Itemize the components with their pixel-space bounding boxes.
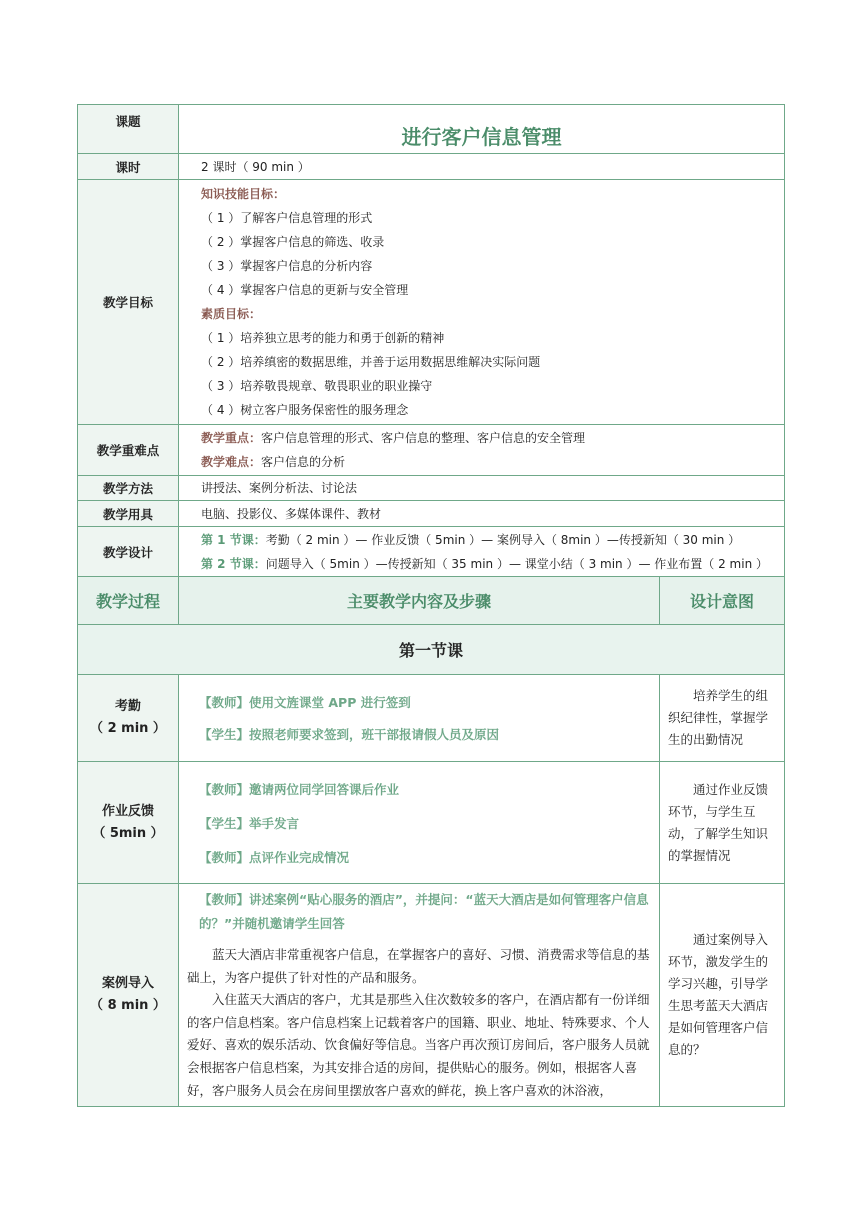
step-item: 【教师】点评作业完成情况 — [199, 849, 350, 865]
tools-row — [78, 501, 785, 527]
difficulty-text: 客户信息的分析 — [261, 455, 346, 469]
method-row — [78, 476, 785, 501]
step-time: （ 5min ） — [92, 825, 164, 841]
step-time: （ 2 min ） — [90, 721, 166, 736]
method-label: 教学方法 — [78, 476, 179, 501]
step-item: 【教师】使用文旌课堂 APP 进行签到 — [199, 695, 411, 710]
step-name: 作业反馈 — [101, 803, 154, 819]
key-points-row — [78, 425, 785, 476]
design-2-title: 第 2 节课： — [201, 556, 266, 571]
step-intent: 通过案例导入环节，激发学生的学习兴趣，引导学生思考蓝天大酒店是如何管理客户信息的？ — [660, 884, 785, 1107]
design-row — [78, 527, 785, 577]
tools-label: 教学用具 — [78, 501, 179, 527]
knowledge-goal-item: （ 3 ）掌握客户信息的分析内容 — [201, 259, 373, 273]
method-value: 讲授法、案例分析法、讨论法 — [179, 476, 785, 501]
process-header-col3: 设计意图 — [660, 577, 785, 625]
process-header-col1: 教学过程 — [78, 577, 179, 625]
step-content — [179, 884, 660, 1107]
step-label — [78, 762, 179, 884]
topic-label: 课题 — [78, 105, 179, 154]
step-item: 【教师】邀请两位同学回答课后作业 — [199, 781, 400, 797]
key-points-content — [179, 425, 785, 476]
step-item: 【教师】讲述案例“贴心服务的酒店”，并提问：“蓝天大酒店是如何管理客户信息的？”并随机邀请学生回答 — [199, 892, 649, 931]
quality-goals-title: 素质目标： — [201, 307, 262, 321]
key-points-label: 教学重难点 — [78, 425, 179, 476]
step-content — [179, 762, 660, 884]
section-row — [78, 625, 785, 675]
case-paragraph: 入住蓝天大酒店的客户，尤其是那些入住次数较多的客户，在酒店都有一份详细的客户信息档案。客户信息档案上记载着客户的国籍、职业、地址、特殊要求、个人爱好、喜欢的娱乐活动、饮食偏好等信息。当客户再次预订房间后，客户服务人员就会根据客户信息档案，为其安排合适的房间，提供贴心的服务。例如，根据客人喜好，客户服务人员会在房间里摆放客户喜欢的鲜花，换上客户喜欢的沐浴液， — [187, 992, 650, 1098]
step-item: 【学生】举手发言 — [199, 815, 300, 831]
quality-goal-item: （ 2 ）培养缜密的数据思维，并善于运用数据思维解决实际问题 — [201, 355, 541, 369]
goals-row — [78, 180, 785, 425]
lesson-title: 进行客户信息管理 — [179, 105, 785, 154]
quality-goal-item: （ 4 ）树立客户服务保密性的服务理念 — [201, 403, 409, 417]
process-header-row — [78, 577, 785, 625]
step-intent: 培养学生的组织纪律性，掌握学生的出勤情况 — [660, 675, 785, 762]
key-point-text: 客户信息管理的形式、客户信息的整理、客户信息的安全管理 — [261, 431, 586, 445]
hours-value: 2 课时（ 90 min ） — [179, 154, 785, 180]
step-label — [78, 675, 179, 762]
topic-row — [78, 105, 785, 154]
step-item: 【学生】按照老师要求签到，班干部报请假人员及原因 — [199, 727, 500, 742]
section-title: 第一节课 — [78, 625, 785, 675]
hours-row — [78, 154, 785, 180]
knowledge-goal-item: （ 2 ）掌握客户信息的筛选、收录 — [201, 235, 385, 249]
design-label: 教学设计 — [78, 527, 179, 577]
step-row — [78, 675, 785, 762]
step-label — [78, 884, 179, 1107]
goals-content — [179, 180, 785, 425]
knowledge-goals-title: 知识技能目标： — [201, 187, 286, 201]
key-point-title: 教学重点： — [201, 431, 262, 445]
step-row — [78, 884, 785, 1107]
hours-label: 课时 — [78, 154, 179, 180]
knowledge-goal-item: （ 1 ）了解客户信息管理的形式 — [201, 211, 373, 225]
design-2-text: 问题导入（ 5min ）—传授新知（ 35 min ）— 课堂小结（ 3 min ）— 作业布置（ 2 min ） — [265, 556, 768, 571]
design-content — [179, 527, 785, 577]
lesson-plan-table — [77, 104, 785, 1107]
goals-label: 教学目标 — [78, 180, 179, 425]
step-intent: 通过作业反馈环节，与学生互动，了解学生知识的掌握情况 — [660, 762, 785, 884]
tools-value: 电脑、投影仪、多媒体课件、教材 — [179, 501, 785, 527]
difficulty-title: 教学难点： — [201, 455, 262, 469]
step-content — [179, 675, 660, 762]
step-time: （ 8 min ） — [90, 998, 166, 1013]
case-paragraph: 蓝天大酒店非常重视客户信息，在掌握客户的喜好、习惯、消费需求等信息的基础上，为客户提供了针对性的产品和服务。 — [187, 947, 650, 985]
step-row — [78, 762, 785, 884]
quality-goal-item: （ 1 ）培养独立思考的能力和勇于创新的精神 — [201, 331, 445, 345]
step-name: 考勤 — [114, 699, 141, 714]
step-name: 案例导入 — [101, 976, 154, 991]
design-1-title: 第 1 节课： — [201, 532, 266, 547]
knowledge-goal-item: （ 4 ）掌握客户信息的更新与安全管理 — [201, 283, 409, 297]
design-1-text: 考勤（ 2 min ）— 作业反馈（ 5min ）— 案例导入（ 8min ）—传授新知（ 30 min ） — [265, 532, 741, 547]
process-header-col2: 主要教学内容及步骤 — [179, 577, 660, 625]
quality-goal-item: （ 3 ）培养敬畏规章、敬畏职业的职业操守 — [201, 379, 433, 393]
